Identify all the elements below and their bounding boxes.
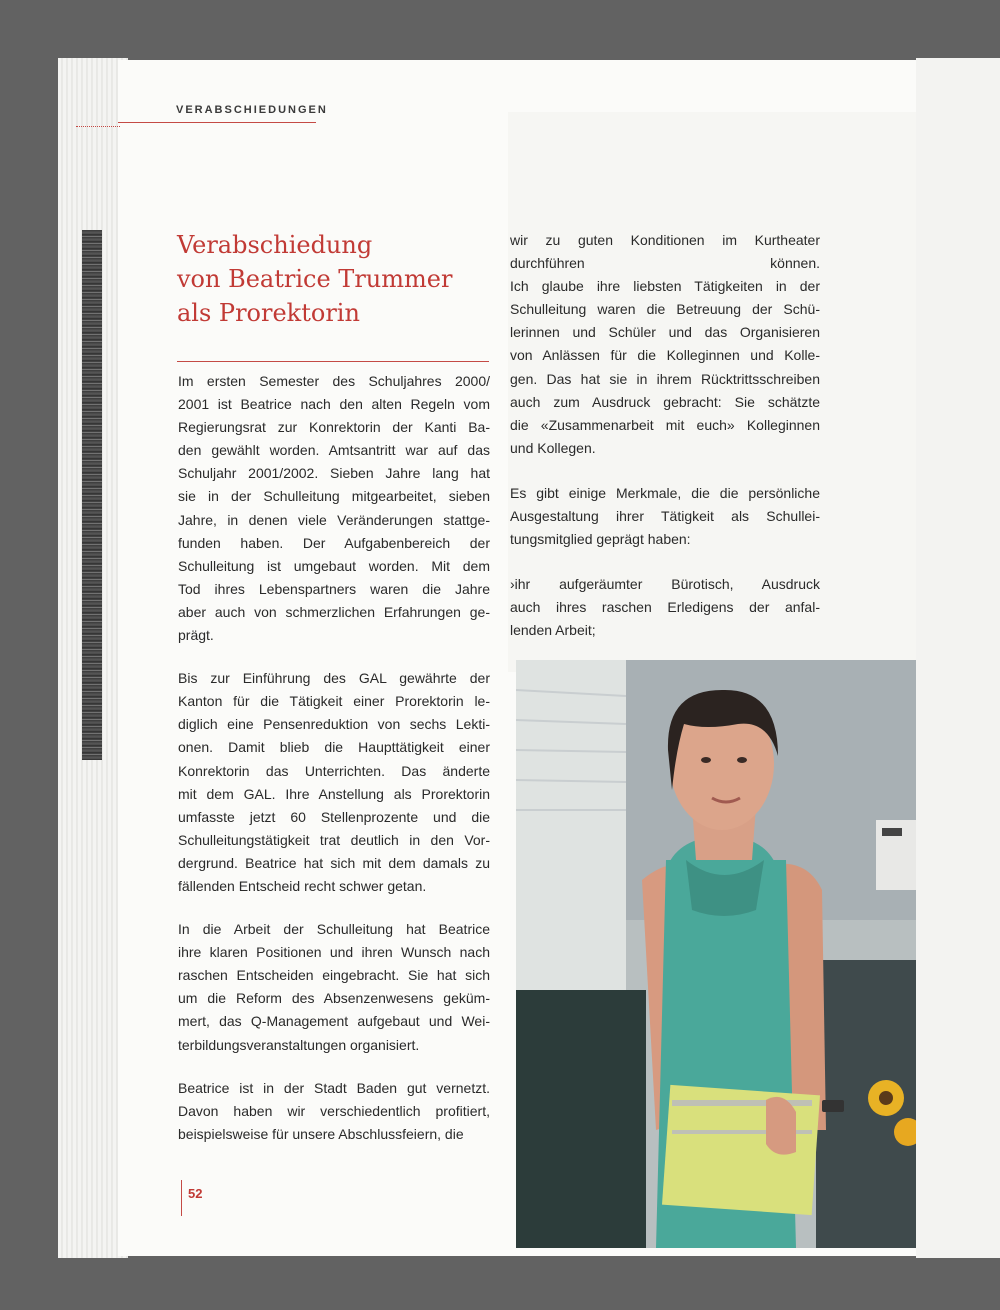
paragraph bbox=[510, 229, 820, 460]
text-line: funden haben. Der Aufgabenbereich der bbox=[178, 534, 490, 551]
text-line: durchführen können. bbox=[510, 255, 820, 272]
text-line: umfasste jetzt 60 Stellenprozente und die bbox=[178, 808, 490, 825]
section-header: VERABSCHIEDUNGEN bbox=[176, 104, 328, 116]
text-line: um die Reform des Absenzenwesens geküm- bbox=[178, 990, 490, 1007]
text-line: Schuljahr 2001/2002. Sieben Jahre lang hat bbox=[178, 465, 490, 482]
left-text-column bbox=[178, 370, 490, 1146]
page-number: 52 bbox=[188, 1186, 203, 1201]
facing-page-edge bbox=[916, 58, 1000, 1258]
text-line: gen. Das hat sie in ihrem Rücktrittsschreiben bbox=[510, 370, 820, 387]
text-line: und Kollegen. bbox=[510, 439, 596, 456]
text-line: onen. Damit blieb die Haupttätigkeit einer bbox=[178, 739, 490, 756]
text-line: von Anlässen für die Kolleginnen und Kolle- bbox=[510, 347, 820, 364]
text-line: aber auch von schmerzlichen Erfahrungen ge- bbox=[178, 603, 490, 620]
text-line: Beatrice ist in der Stadt Baden gut vernetzt. bbox=[178, 1079, 490, 1096]
text-line: Ich glaube ihre liebsten Tätigkeiten in der bbox=[510, 278, 820, 295]
text-line: mit dem GAL. Ihre Anstellung als Prorektorin bbox=[178, 785, 490, 802]
text-line: ›ihr aufgeräumter Bürotisch, Ausdruck bbox=[510, 576, 820, 593]
text-line: diglich eine Pensenreduktion von sechs Lekti- bbox=[178, 716, 490, 733]
text-line: dergrund. Beatrice hat sich mit dem damals zu bbox=[178, 854, 490, 871]
text-line: die «Zusammenarbeit mit euch» Kolleginnen bbox=[510, 416, 820, 433]
text-line: prägt. bbox=[178, 627, 214, 644]
book-spine bbox=[82, 230, 102, 760]
article-title bbox=[177, 228, 497, 330]
text-line: fällenden Entscheid recht schwer getan. bbox=[178, 877, 427, 894]
text-line: Schulleitung ist umgebaut worden. Mit dem bbox=[178, 557, 490, 574]
page-number-rule bbox=[181, 1180, 182, 1216]
text-line: auch zum Ausdruck gebracht: Sie schätzte bbox=[510, 393, 820, 410]
text-line: Im ersten Semester des Schuljahres 2000/ bbox=[178, 373, 490, 389]
text-line: den gewählt worden. Amtsantritt war auf das bbox=[178, 442, 490, 459]
text-line: Es gibt einige Merkmale, die die persönliche bbox=[510, 484, 820, 501]
paragraph bbox=[510, 573, 820, 642]
text-line: Jahre, in denen viele Veränderungen stattge- bbox=[178, 511, 490, 528]
text-line: Bis zur Einführung des GAL gewährte der bbox=[178, 670, 490, 687]
header-ornament bbox=[76, 122, 120, 127]
right-text-column bbox=[510, 229, 820, 643]
paragraph bbox=[178, 667, 490, 898]
text-line: lenden Arbeit; bbox=[510, 622, 596, 639]
header-rule bbox=[118, 122, 316, 123]
portrait-photo bbox=[516, 660, 916, 1248]
text-line: Schulleitungstätigkeit trat deutlich in den Vor- bbox=[178, 831, 490, 848]
text-line: ihre klaren Positionen und ihren Wunsch nach bbox=[178, 944, 490, 961]
text-line: Regierungsrat zur Konrektorin der Kanti Ba- bbox=[178, 419, 490, 436]
text-line: raschen Entscheiden eingebracht. Sie hat sich bbox=[178, 967, 490, 984]
text-line: wir zu guten Konditionen im Kurtheater bbox=[510, 232, 820, 248]
text-line: Schulleitung waren die Betreuung der Schü- bbox=[510, 301, 820, 318]
text-line: Davon haben wir verschiedentlich profitiert, bbox=[178, 1102, 490, 1119]
text-line: Konrektorin das Unterrichten. Das änderte bbox=[178, 762, 490, 779]
paragraph bbox=[178, 918, 490, 1057]
text-line: Ausgestaltung ihrer Tätigkeit als Schullei- bbox=[510, 508, 820, 525]
text-line: mert, das Q-Management aufgebaut und Wei- bbox=[178, 1013, 490, 1030]
title-line: als Prorektorin bbox=[177, 299, 360, 327]
paragraph bbox=[510, 482, 820, 551]
text-line: sie in der Schulleitung mitgearbeitet, sieben bbox=[178, 488, 490, 505]
text-line: 2001 ist Beatrice nach den alten Regeln vom bbox=[178, 396, 490, 413]
text-line: tungsmitglied geprägt haben: bbox=[510, 531, 691, 548]
text-line: In die Arbeit der Schulleitung hat Beatrice bbox=[178, 921, 490, 938]
title-line: von Beatrice Trummer bbox=[177, 265, 453, 293]
text-line: lerinnen und Schüler und das Organisieren bbox=[510, 324, 820, 341]
text-line: Tod ihres Lebenspartners waren die Jahre bbox=[178, 580, 490, 597]
text-line: terbildungsveranstaltungen organisiert. bbox=[178, 1036, 420, 1053]
title-line: Verabschiedung bbox=[177, 231, 373, 259]
paragraph bbox=[178, 1077, 490, 1146]
text-line: Kanton für die Tätigkeit einer Prorektorin le- bbox=[178, 693, 490, 710]
paragraph bbox=[178, 370, 490, 647]
text-line: auch ihres raschen Erledigens der anfal- bbox=[510, 599, 820, 616]
title-rule bbox=[177, 361, 489, 362]
text-line: beispielsweise für unsere Abschlussfeiern, die bbox=[178, 1125, 464, 1142]
